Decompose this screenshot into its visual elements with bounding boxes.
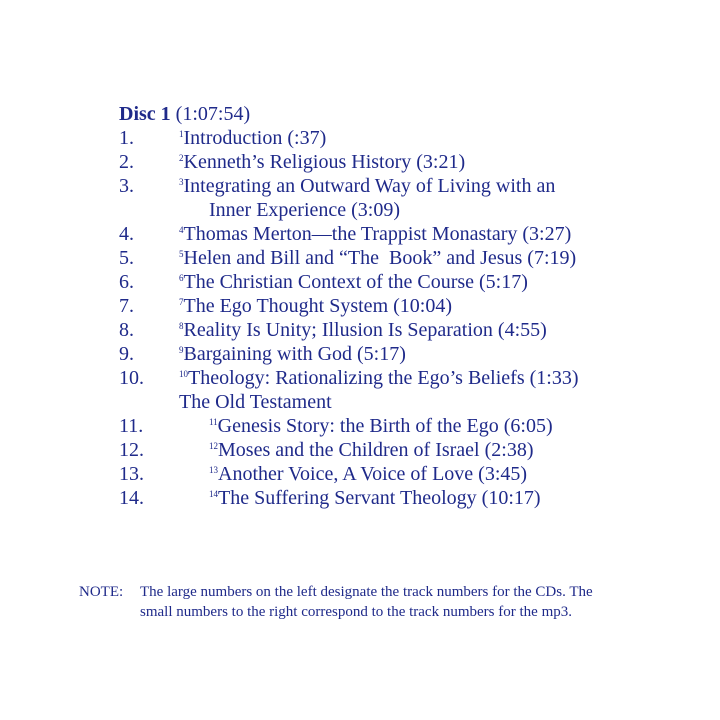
track-title — [179, 126, 326, 150]
track-title — [209, 462, 527, 486]
mp3-track-number: 8 — [179, 321, 184, 331]
track-row-5 — [119, 246, 679, 270]
mp3-track-number: 5 — [179, 249, 184, 259]
mp3-track-number: 3 — [179, 177, 184, 187]
track-row-13 — [119, 462, 679, 486]
mp3-track-number: 14 — [209, 489, 218, 499]
mp3-track-number: 1 — [179, 129, 184, 139]
track-title — [179, 366, 578, 390]
track-title — [179, 318, 547, 342]
track-title — [179, 174, 555, 198]
track-row-10 — [119, 366, 679, 390]
track-title-text: Bargaining with God (5:17) — [183, 343, 406, 365]
mp3-track-number: 4 — [179, 225, 184, 235]
cd-track-number: 2. — [119, 151, 134, 173]
track-row-12 — [119, 438, 679, 462]
track-list — [119, 102, 679, 510]
cd-track-number: 12. — [119, 439, 144, 461]
mp3-track-number: 11 — [209, 417, 218, 427]
mp3-track-number: 13 — [209, 465, 218, 475]
disc-duration: (1:07:54) — [175, 103, 251, 125]
cd-track-number: 9. — [119, 343, 134, 365]
note-label: NOTE: — [79, 584, 124, 600]
track-title — [209, 414, 553, 438]
mp3-track-number: 7 — [179, 297, 184, 307]
cd-track-number: 4. — [119, 223, 134, 245]
cd-track-number: 6. — [119, 271, 134, 293]
track-title-text: The Ego Thought System (10:04) — [183, 295, 452, 317]
cd-track-number: 11. — [119, 415, 144, 437]
track-title-text: Reality Is Unity; Illusion Is Separation (4:55) — [183, 319, 547, 341]
cd-track-number: 8. — [119, 319, 134, 341]
track-title — [179, 246, 576, 270]
mp3-track-number: 6 — [179, 273, 184, 283]
track-row-9 — [119, 342, 679, 366]
disc-title: Disc 1 — [119, 103, 171, 125]
track-row-14 — [119, 486, 679, 510]
track-row-3 — [119, 174, 679, 198]
cd-track-number: 10. — [119, 367, 144, 389]
track-title — [179, 222, 571, 246]
track-title-text: Moses and the Children of Israel (2:38) — [218, 439, 534, 461]
mp3-track-number: 9 — [179, 345, 184, 355]
cd-track-number: 7. — [119, 295, 134, 317]
cd-track-number: 14. — [119, 487, 144, 509]
track-title-text: Helen and Bill and “The Book” and Jesus (7:19) — [183, 247, 577, 269]
track-row-1 — [119, 126, 679, 150]
mp3-track-number: 10 — [179, 369, 188, 379]
note-line-1: The large numbers on the left designate the track numbers for the CDs. The — [140, 584, 593, 600]
track-title — [179, 150, 465, 174]
section-heading-row — [119, 390, 679, 414]
mp3-track-number: 12 — [209, 441, 218, 451]
track-title — [209, 438, 533, 462]
track-title-continuation: Inner Experience (3:09) — [209, 199, 401, 221]
disc-header — [119, 102, 679, 126]
track-title-text: The Christian Context of the Course (5:17) — [183, 271, 528, 293]
track-title-text: Thomas Merton—the Trappist Monastary (3:27) — [183, 223, 572, 245]
track-title — [179, 294, 452, 318]
track-title — [179, 342, 406, 366]
track-title — [209, 486, 541, 510]
track-title — [179, 270, 528, 294]
note-text — [140, 582, 620, 622]
cd-track-number: 3. — [119, 175, 134, 197]
track-title-text: Another Voice, A Voice of Love (3:45) — [218, 463, 528, 485]
track-row-4 — [119, 222, 679, 246]
track-row-3-continued — [119, 198, 679, 222]
track-title-text: Integrating an Outward Way of Living with an — [183, 175, 556, 197]
track-title-text: Kenneth’s Religious History (3:21) — [183, 151, 466, 173]
section-heading: The Old Testament — [179, 391, 332, 413]
cd-track-number: 1. — [119, 127, 134, 149]
track-title-text: Theology: Rationalizing the Ego’s Beliefs (1:33) — [188, 367, 579, 389]
track-row-11 — [119, 414, 679, 438]
cd-track-number: 5. — [119, 247, 134, 269]
track-row-8 — [119, 318, 679, 342]
track-row-6 — [119, 270, 679, 294]
track-title-text: Introduction (:37) — [183, 127, 327, 149]
track-title-text: The Suffering Servant Theology (10:17) — [218, 487, 541, 509]
cd-track-number: 13. — [119, 463, 144, 485]
track-row-7 — [119, 294, 679, 318]
note-line-2: small numbers to the right correspond to the track numbers for the mp3. — [140, 604, 572, 620]
track-row-2 — [119, 150, 679, 174]
track-title-text: Genesis Story: the Birth of the Ego (6:05) — [217, 415, 553, 437]
mp3-track-number: 2 — [179, 153, 184, 163]
